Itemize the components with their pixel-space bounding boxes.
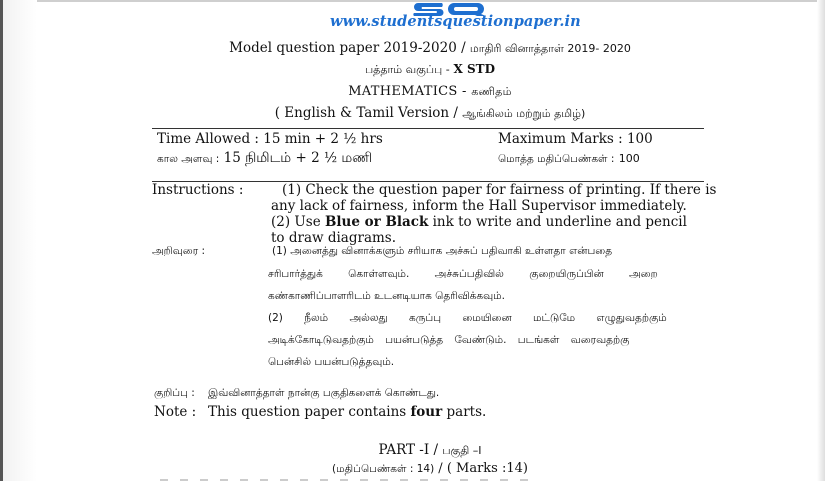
time-tamil-label: கால அளவு : bbox=[157, 153, 220, 165]
time-tamil-value: 15 நிமிடம் + 2 ½ மணி bbox=[223, 150, 373, 166]
note-parts-count: four bbox=[410, 404, 443, 420]
instruction-text: ink to write and underline and pencil bbox=[428, 214, 687, 230]
note-english-label: Note : bbox=[154, 404, 197, 420]
tamil-instruction-line-5: அடிக்கோடிடுவதற்கும் பயன்படுத்த வேண்டும். படங்கள் வரைவதற்கு bbox=[268, 334, 630, 346]
note-tamil-value: இவ்வினாத்தாள் நான்கு பகுதிகளைக் கொண்டது. bbox=[208, 387, 440, 399]
tamil-instruction-line-4: (2) நீலம் அல்லது கருப்பு மையினை மட்டுமே எழுதுவதற்கும் bbox=[268, 312, 667, 324]
page-left-margin bbox=[3, 0, 37, 481]
paper-title-tamil: மாதிரி வினாத்தாள் 2019- 2020 bbox=[469, 42, 631, 55]
note-tamil-label: குறிப்பு : bbox=[154, 387, 195, 399]
instructions-tamil-label: அறிவுரை : bbox=[152, 245, 205, 257]
paper-title bbox=[150, 40, 710, 57]
standard-tamil: பத்தாம் வகுப்பு - bbox=[364, 63, 450, 76]
note-text: This question paper contains bbox=[208, 404, 411, 420]
maximum-marks-tamil bbox=[498, 150, 640, 166]
part-title bbox=[230, 442, 630, 459]
standard-english: X STD bbox=[453, 62, 495, 76]
instruction-line-3 bbox=[271, 214, 687, 230]
divider-top bbox=[152, 128, 704, 129]
subject-line bbox=[150, 84, 710, 100]
note-english-value bbox=[208, 404, 486, 420]
version-english: ( English & Tamil Version / bbox=[274, 105, 458, 121]
instruction-line-1: (1) Check the question paper for fairness of printing. If there is bbox=[282, 182, 717, 198]
part-marks bbox=[230, 461, 630, 476]
standard-line bbox=[150, 62, 710, 78]
time-allowed-tamil bbox=[157, 150, 372, 168]
marks-tamil-label: மொத்த மதிப்பெண்கள் : bbox=[498, 153, 615, 165]
part-title-english: PART -I / bbox=[378, 442, 439, 458]
page-right-edge bbox=[817, 0, 825, 481]
part-title-tamil: பகுதி –I bbox=[442, 444, 482, 457]
subject-english: MATHEMATICS - bbox=[348, 84, 467, 99]
subject-tamil: கணிதம் bbox=[471, 85, 512, 98]
instructions-label: Instructions : bbox=[152, 182, 244, 198]
part-marks-tamil: (மதிப்பெண்கள் : 14) bbox=[332, 463, 435, 475]
instruction-line-4: to draw diagrams. bbox=[271, 230, 397, 246]
tamil-instruction-line-3: கண்காணிப்பாளரிடம் உடனடியாக தெரிவிக்கவும். bbox=[268, 290, 505, 302]
tamil-instruction-line-2: சரிபார்த்துக் கொள்ளவும். அச்சுப்பதிவில் குறையிருப்பின் அறை bbox=[268, 268, 658, 280]
note-english bbox=[154, 404, 487, 420]
site-url[interactable]: www.studentsquestionpaper.in bbox=[330, 13, 581, 30]
part-marks-english: / ( Marks :14) bbox=[434, 461, 528, 476]
tamil-instruction-line-1: (1) அனைத்து வினாக்களும் சரியாக அச்சுப் பதிவாகி உள்ளதா என்பதை bbox=[272, 245, 613, 257]
maximum-marks: Maximum Marks : 100 bbox=[498, 131, 653, 147]
note-tamil bbox=[154, 387, 440, 400]
version-tamil: ஆங்கிலம் மற்றும் தமிழ்) bbox=[462, 107, 586, 120]
instruction-text: (2) Use bbox=[271, 214, 325, 230]
marks-tamil-value: 100 bbox=[618, 152, 640, 165]
time-allowed: Time Allowed : 15 min + 2 ½ hrs bbox=[157, 131, 383, 147]
paper-title-english: Model question paper 2019-2020 / bbox=[229, 40, 466, 56]
tamil-instruction-line-6: பென்சில் பயன்படுத்தவும். bbox=[268, 356, 395, 368]
version-line bbox=[150, 105, 710, 122]
ink-colors: Blue or Black bbox=[325, 214, 429, 230]
instruction-line-2: any lack of fairness, inform the Hall Supervisor immediately. bbox=[271, 198, 687, 214]
note-text: parts. bbox=[442, 404, 487, 420]
